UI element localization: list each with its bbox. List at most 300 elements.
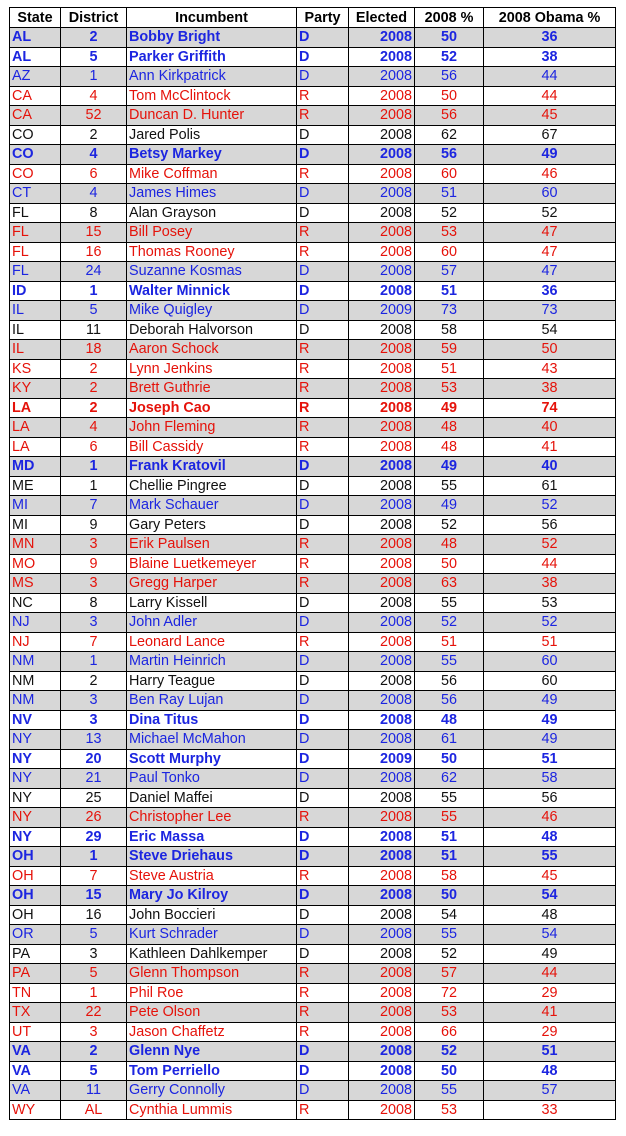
cell-party: R (297, 398, 349, 418)
cell-2008-obama-pct: 41 (484, 437, 616, 457)
cell-district: 1 (61, 67, 127, 87)
cell-2008-pct: 60 (415, 242, 484, 262)
cell-incumbent: Tom Perriello (127, 1061, 297, 1081)
cell-2008-obama-pct: 52 (484, 203, 616, 223)
cell-party: R (297, 554, 349, 574)
cell-elected: 2008 (349, 223, 415, 243)
cell-2008-obama-pct: 57 (484, 1081, 616, 1101)
cell-elected: 2008 (349, 242, 415, 262)
cell-2008-pct: 52 (415, 613, 484, 633)
cell-incumbent: Eric Massa (127, 827, 297, 847)
cell-incumbent: Chellie Pingree (127, 476, 297, 496)
cell-incumbent: Ann Kirkpatrick (127, 67, 297, 87)
cell-2008-pct: 72 (415, 983, 484, 1003)
cell-2008-pct: 49 (415, 496, 484, 516)
cell-elected: 2008 (349, 730, 415, 750)
cell-2008-pct: 52 (415, 47, 484, 67)
cell-incumbent: Deborah Halvorson (127, 320, 297, 340)
cell-2008-pct: 62 (415, 769, 484, 789)
cell-2008-pct: 51 (415, 847, 484, 867)
cell-district: 2 (61, 1042, 127, 1062)
cell-incumbent: Jason Chaffetz (127, 1022, 297, 1042)
cell-state: CO (10, 164, 61, 184)
table-row (10, 535, 616, 555)
cell-district: 3 (61, 944, 127, 964)
cell-2008-pct: 56 (415, 145, 484, 165)
cell-2008-obama-pct: 29 (484, 983, 616, 1003)
cell-incumbent: Mark Schauer (127, 496, 297, 516)
cell-2008-pct: 66 (415, 1022, 484, 1042)
cell-elected: 2008 (349, 203, 415, 223)
table-row (10, 886, 616, 906)
header-district: District (61, 8, 127, 28)
cell-state: IL (10, 340, 61, 360)
cell-incumbent: Ben Ray Lujan (127, 691, 297, 711)
cell-elected: 2008 (349, 359, 415, 379)
cell-elected: 2008 (349, 827, 415, 847)
cell-party: D (297, 847, 349, 867)
cell-2008-obama-pct: 45 (484, 106, 616, 126)
cell-district: AL (61, 1100, 127, 1120)
cell-elected: 2008 (349, 905, 415, 925)
cell-incumbent: Blaine Luetkemeyer (127, 554, 297, 574)
cell-state: KY (10, 379, 61, 399)
cell-district: 9 (61, 554, 127, 574)
cell-party: D (297, 496, 349, 516)
cell-district: 1 (61, 652, 127, 672)
cell-party: D (297, 28, 349, 48)
cell-party: D (297, 281, 349, 301)
cell-party: R (297, 574, 349, 594)
cell-elected: 2008 (349, 983, 415, 1003)
cell-district: 4 (61, 418, 127, 438)
cell-district: 2 (61, 398, 127, 418)
table-row (10, 320, 616, 340)
cell-district: 52 (61, 106, 127, 126)
cell-district: 24 (61, 262, 127, 282)
cell-party: D (297, 730, 349, 750)
cell-party: D (297, 1042, 349, 1062)
cell-party: D (297, 320, 349, 340)
cell-district: 3 (61, 535, 127, 555)
cell-elected: 2009 (349, 749, 415, 769)
cell-incumbent: John Boccieri (127, 905, 297, 925)
cell-state: MI (10, 515, 61, 535)
cell-party: D (297, 1081, 349, 1101)
cell-district: 5 (61, 1061, 127, 1081)
cell-elected: 2008 (349, 457, 415, 477)
cell-district: 26 (61, 808, 127, 828)
cell-elected: 2008 (349, 28, 415, 48)
cell-elected: 2008 (349, 671, 415, 691)
cell-2008-obama-pct: 49 (484, 730, 616, 750)
cell-2008-pct: 57 (415, 964, 484, 984)
cell-elected: 2008 (349, 866, 415, 886)
cell-district: 2 (61, 671, 127, 691)
cell-incumbent: Steve Austria (127, 866, 297, 886)
table-row (10, 905, 616, 925)
cell-district: 25 (61, 788, 127, 808)
cell-elected: 2008 (349, 1061, 415, 1081)
cell-2008-pct: 52 (415, 515, 484, 535)
cell-district: 4 (61, 145, 127, 165)
cell-2008-pct: 63 (415, 574, 484, 594)
cell-2008-pct: 53 (415, 1100, 484, 1120)
cell-incumbent: Bobby Bright (127, 28, 297, 48)
cell-2008-obama-pct: 46 (484, 164, 616, 184)
table-row (10, 515, 616, 535)
cell-incumbent: Thomas Rooney (127, 242, 297, 262)
header-elected: Elected (349, 8, 415, 28)
cell-2008-obama-pct: 44 (484, 554, 616, 574)
cell-2008-obama-pct: 52 (484, 613, 616, 633)
cell-2008-obama-pct: 38 (484, 47, 616, 67)
cell-state: VA (10, 1042, 61, 1062)
cell-2008-pct: 52 (415, 944, 484, 964)
table-row (10, 866, 616, 886)
cell-elected: 2008 (349, 145, 415, 165)
cell-party: R (297, 437, 349, 457)
cell-elected: 2008 (349, 808, 415, 828)
cell-state: MO (10, 554, 61, 574)
cell-district: 16 (61, 242, 127, 262)
cell-party: D (297, 944, 349, 964)
cell-2008-pct: 51 (415, 184, 484, 204)
cell-state: IL (10, 320, 61, 340)
table-row (10, 125, 616, 145)
cell-party: R (297, 866, 349, 886)
cell-2008-pct: 51 (415, 281, 484, 301)
table-row (10, 574, 616, 594)
table-row (10, 1081, 616, 1101)
cell-district: 8 (61, 203, 127, 223)
table-row (10, 379, 616, 399)
cell-2008-pct: 55 (415, 925, 484, 945)
cell-2008-obama-pct: 73 (484, 301, 616, 321)
cell-incumbent: Dina Titus (127, 710, 297, 730)
cell-2008-pct: 55 (415, 1081, 484, 1101)
cell-incumbent: Mike Quigley (127, 301, 297, 321)
table-row (10, 1042, 616, 1062)
cell-state: MN (10, 535, 61, 555)
cell-party: D (297, 691, 349, 711)
table-body (10, 28, 616, 1120)
table-row (10, 281, 616, 301)
cell-elected: 2008 (349, 574, 415, 594)
cell-state: NJ (10, 613, 61, 633)
table-row (10, 730, 616, 750)
cell-incumbent: Gregg Harper (127, 574, 297, 594)
table-row (10, 164, 616, 184)
cell-state: TN (10, 983, 61, 1003)
cell-party: D (297, 301, 349, 321)
cell-party: R (297, 379, 349, 399)
cell-state: CT (10, 184, 61, 204)
cell-elected: 2008 (349, 476, 415, 496)
cell-state: CO (10, 125, 61, 145)
cell-party: D (297, 476, 349, 496)
cell-district: 8 (61, 593, 127, 613)
cell-party: D (297, 457, 349, 477)
cell-state: OH (10, 886, 61, 906)
cell-party: D (297, 184, 349, 204)
cell-state: MI (10, 496, 61, 516)
cell-2008-obama-pct: 40 (484, 457, 616, 477)
cell-state: OR (10, 925, 61, 945)
cell-district: 2 (61, 125, 127, 145)
cell-district: 3 (61, 613, 127, 633)
cell-party: D (297, 710, 349, 730)
cell-state: WY (10, 1100, 61, 1120)
cell-party: D (297, 593, 349, 613)
cell-2008-obama-pct: 51 (484, 632, 616, 652)
cell-2008-obama-pct: 47 (484, 242, 616, 262)
header-party: Party (297, 8, 349, 28)
cell-elected: 2008 (349, 1081, 415, 1101)
cell-2008-pct: 52 (415, 1042, 484, 1062)
cell-state: NY (10, 827, 61, 847)
cell-district: 3 (61, 691, 127, 711)
cell-party: D (297, 886, 349, 906)
cell-2008-pct: 48 (415, 535, 484, 555)
cell-2008-pct: 53 (415, 223, 484, 243)
cell-state: TX (10, 1003, 61, 1023)
table-row (10, 593, 616, 613)
table-row (10, 359, 616, 379)
cell-elected: 2008 (349, 262, 415, 282)
cell-incumbent: Jared Polis (127, 125, 297, 145)
cell-incumbent: John Adler (127, 613, 297, 633)
cell-elected: 2008 (349, 769, 415, 789)
cell-2008-obama-pct: 36 (484, 28, 616, 48)
table-row (10, 28, 616, 48)
table-row (10, 437, 616, 457)
cell-2008-pct: 51 (415, 632, 484, 652)
cell-party: D (297, 125, 349, 145)
cell-party: R (297, 1100, 349, 1120)
cell-2008-pct: 48 (415, 710, 484, 730)
cell-2008-pct: 50 (415, 554, 484, 574)
cell-party: R (297, 632, 349, 652)
cell-incumbent: Bill Cassidy (127, 437, 297, 457)
cell-state: NY (10, 769, 61, 789)
cell-state: NC (10, 593, 61, 613)
cell-incumbent: Walter Minnick (127, 281, 297, 301)
cell-2008-obama-pct: 60 (484, 652, 616, 672)
cell-elected: 2008 (349, 1022, 415, 1042)
cell-party: D (297, 749, 349, 769)
cell-district: 20 (61, 749, 127, 769)
cell-elected: 2008 (349, 320, 415, 340)
table-row (10, 476, 616, 496)
cell-incumbent: Gerry Connolly (127, 1081, 297, 1101)
table-row (10, 340, 616, 360)
table-row (10, 710, 616, 730)
cell-district: 2 (61, 359, 127, 379)
table-row (10, 457, 616, 477)
cell-2008-obama-pct: 56 (484, 788, 616, 808)
cell-2008-obama-pct: 49 (484, 691, 616, 711)
cell-incumbent: James Himes (127, 184, 297, 204)
cell-2008-obama-pct: 52 (484, 496, 616, 516)
cell-elected: 2008 (349, 788, 415, 808)
cell-incumbent: Harry Teague (127, 671, 297, 691)
cell-2008-pct: 48 (415, 437, 484, 457)
cell-party: R (297, 164, 349, 184)
cell-2008-pct: 53 (415, 379, 484, 399)
cell-2008-obama-pct: 40 (484, 418, 616, 438)
cell-district: 1 (61, 983, 127, 1003)
cell-party: R (297, 535, 349, 555)
cell-state: OH (10, 866, 61, 886)
cell-incumbent: Alan Grayson (127, 203, 297, 223)
cell-state: NY (10, 808, 61, 828)
cell-2008-pct: 58 (415, 320, 484, 340)
cell-2008-obama-pct: 60 (484, 184, 616, 204)
cell-party: R (297, 359, 349, 379)
cell-state: IL (10, 301, 61, 321)
cell-state: NM (10, 671, 61, 691)
cell-state: CA (10, 106, 61, 126)
cell-2008-obama-pct: 58 (484, 769, 616, 789)
cell-district: 7 (61, 632, 127, 652)
cell-elected: 2008 (349, 184, 415, 204)
table-row (10, 632, 616, 652)
cell-2008-pct: 51 (415, 827, 484, 847)
cell-state: AL (10, 28, 61, 48)
cell-party: D (297, 827, 349, 847)
cell-2008-obama-pct: 44 (484, 86, 616, 106)
cell-elected: 2008 (349, 1042, 415, 1062)
table-row (10, 925, 616, 945)
cell-district: 15 (61, 886, 127, 906)
incumbents-table-container (9, 7, 616, 1120)
cell-2008-obama-pct: 38 (484, 379, 616, 399)
table-row (10, 262, 616, 282)
table-row (10, 944, 616, 964)
cell-incumbent: Kathleen Dahlkemper (127, 944, 297, 964)
cell-incumbent: Mike Coffman (127, 164, 297, 184)
header-state: State (10, 8, 61, 28)
table-row (10, 145, 616, 165)
cell-elected: 2008 (349, 47, 415, 67)
table-row (10, 613, 616, 633)
cell-2008-obama-pct: 54 (484, 886, 616, 906)
cell-state: NJ (10, 632, 61, 652)
cell-incumbent: Cynthia Lummis (127, 1100, 297, 1120)
cell-party: R (297, 86, 349, 106)
cell-2008-obama-pct: 45 (484, 866, 616, 886)
cell-elected: 2008 (349, 691, 415, 711)
cell-district: 11 (61, 320, 127, 340)
cell-2008-obama-pct: 49 (484, 944, 616, 964)
cell-elected: 2008 (349, 379, 415, 399)
cell-2008-pct: 50 (415, 749, 484, 769)
cell-district: 2 (61, 28, 127, 48)
cell-state: AL (10, 47, 61, 67)
cell-elected: 2008 (349, 554, 415, 574)
cell-elected: 2008 (349, 340, 415, 360)
cell-elected: 2008 (349, 1100, 415, 1120)
cell-state: KS (10, 359, 61, 379)
cell-incumbent: Duncan D. Hunter (127, 106, 297, 126)
cell-district: 15 (61, 223, 127, 243)
cell-elected: 2008 (349, 886, 415, 906)
table-row (10, 554, 616, 574)
cell-incumbent: Daniel Maffei (127, 788, 297, 808)
cell-incumbent: Betsy Markey (127, 145, 297, 165)
cell-district: 1 (61, 281, 127, 301)
table-row (10, 847, 616, 867)
cell-district: 21 (61, 769, 127, 789)
cell-2008-pct: 50 (415, 1061, 484, 1081)
cell-elected: 2008 (349, 106, 415, 126)
cell-2008-pct: 55 (415, 808, 484, 828)
cell-district: 3 (61, 710, 127, 730)
cell-state: FL (10, 223, 61, 243)
cell-2008-obama-pct: 43 (484, 359, 616, 379)
table-row (10, 203, 616, 223)
cell-2008-obama-pct: 46 (484, 808, 616, 828)
cell-state: PA (10, 944, 61, 964)
cell-party: R (297, 808, 349, 828)
cell-district: 1 (61, 457, 127, 477)
cell-party: D (297, 788, 349, 808)
table-row (10, 47, 616, 67)
cell-elected: 2008 (349, 418, 415, 438)
cell-elected: 2008 (349, 281, 415, 301)
cell-2008-pct: 55 (415, 476, 484, 496)
cell-district: 18 (61, 340, 127, 360)
table-row (10, 983, 616, 1003)
cell-2008-pct: 49 (415, 398, 484, 418)
cell-2008-obama-pct: 44 (484, 964, 616, 984)
cell-party: D (297, 1061, 349, 1081)
cell-party: R (297, 340, 349, 360)
cell-incumbent: Scott Murphy (127, 749, 297, 769)
cell-2008-obama-pct: 38 (484, 574, 616, 594)
cell-party: D (297, 47, 349, 67)
cell-2008-obama-pct: 50 (484, 340, 616, 360)
cell-state: NV (10, 710, 61, 730)
cell-2008-pct: 55 (415, 788, 484, 808)
cell-2008-obama-pct: 48 (484, 905, 616, 925)
cell-2008-obama-pct: 49 (484, 710, 616, 730)
cell-elected: 2008 (349, 710, 415, 730)
cell-incumbent: Erik Paulsen (127, 535, 297, 555)
cell-incumbent: Larry Kissell (127, 593, 297, 613)
cell-state: VA (10, 1061, 61, 1081)
cell-2008-pct: 56 (415, 691, 484, 711)
cell-elected: 2008 (349, 164, 415, 184)
cell-incumbent: Glenn Nye (127, 1042, 297, 1062)
cell-party: D (297, 613, 349, 633)
cell-2008-obama-pct: 60 (484, 671, 616, 691)
cell-district: 3 (61, 1022, 127, 1042)
cell-incumbent: Phil Roe (127, 983, 297, 1003)
cell-party: R (297, 964, 349, 984)
table-row (10, 749, 616, 769)
cell-party: D (297, 145, 349, 165)
cell-state: PA (10, 964, 61, 984)
cell-2008-pct: 73 (415, 301, 484, 321)
cell-2008-pct: 62 (415, 125, 484, 145)
cell-2008-pct: 50 (415, 886, 484, 906)
table-row (10, 223, 616, 243)
cell-party: D (297, 905, 349, 925)
table-row (10, 1100, 616, 1120)
cell-2008-obama-pct: 54 (484, 925, 616, 945)
